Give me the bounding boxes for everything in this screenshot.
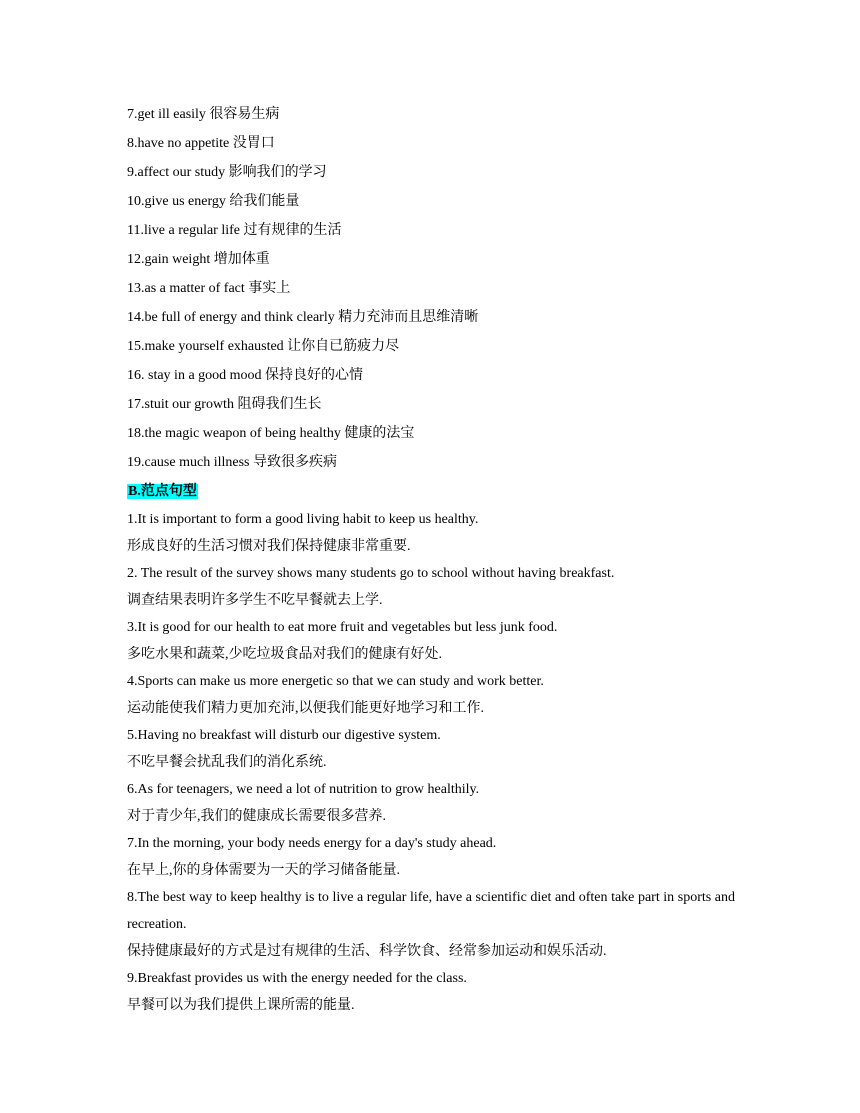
sentence-item <box>127 668 735 722</box>
phrase-item: 7.get ill easily 很容易生病 <box>127 107 280 122</box>
phrase-item: 14.be full of energy and think clearly 精力充沛而且思维清晰 <box>127 310 479 325</box>
sentence-english: 7.In the morning, your body needs energy for a day's study ahead. <box>127 836 497 851</box>
sentence-item <box>127 776 735 830</box>
sentence-chinese: 调查结果表明许多学生不吃早餐就去上学. <box>127 593 383 608</box>
sentence-chinese: 运动能使我们精力更加充沛,以便我们能更好地学习和工作. <box>127 701 484 716</box>
document-content <box>127 100 735 1019</box>
section-heading: B.范点句型 <box>128 484 197 499</box>
sentence-item <box>127 614 735 668</box>
sentence-chinese: 多吃水果和蔬菜,少吃垃圾食品对我们的健康有好处. <box>127 647 442 662</box>
sentence-chinese: 形成良好的生活习惯对我们保持健康非常重要. <box>127 539 411 554</box>
phrase-item: 16. stay in a good mood 保持良好的心情 <box>127 368 364 383</box>
sentence-list <box>127 506 735 1019</box>
phrase-item: 12.gain weight 增加体重 <box>127 252 270 267</box>
sentence-english: 1.It is important to form a good living habit to keep us healthy. <box>127 512 479 527</box>
sentence-english: 9.Breakfast provides us with the energy needed for the class. <box>127 971 467 986</box>
sentence-chinese: 早餐可以为我们提供上课所需的能量. <box>127 998 355 1013</box>
phrase-item: 11.live a regular life 过有规律的生活 <box>127 223 342 238</box>
sentence-item <box>127 722 735 776</box>
phrase-item: 8.have no appetite 没胃口 <box>127 136 275 151</box>
sentence-chinese: 对于青少年,我们的健康成长需要很多营养. <box>127 809 386 824</box>
phrase-item: 19.cause much illness 导致很多疾病 <box>127 455 337 470</box>
phrase-item: 9.affect our study 影响我们的学习 <box>127 165 327 180</box>
phrase-item: 13.as a matter of fact 事实上 <box>127 281 291 296</box>
sentence-chinese: 在早上,你的身体需要为一天的学习储备能量. <box>127 863 400 878</box>
sentence-english: 4.Sports can make us more energetic so that we can study and work better. <box>127 674 544 689</box>
sentence-item <box>127 884 735 965</box>
sentence-english: 5.Having no breakfast will disturb our digestive system. <box>127 728 441 743</box>
sentence-chinese: 保持健康最好的方式是过有规律的生活、科学饮食、经常参加运动和娱乐活动. <box>127 944 607 959</box>
phrase-list <box>127 100 735 477</box>
sentence-item <box>127 506 735 560</box>
sentence-english: 8.The best way to keep healthy is to live a regular life, have a scientific diet and often take part in sports and recreation. <box>127 890 735 932</box>
sentence-english: 6.As for teenagers, we need a lot of nutrition to grow healthily. <box>127 782 480 797</box>
phrase-item: 18.the magic weapon of being healthy 健康的法宝 <box>127 426 415 441</box>
sentence-item <box>127 965 735 1019</box>
sentence-chinese: 不吃早餐会扰乱我们的消化系统. <box>127 755 327 770</box>
phrase-item: 10.give us energy 给我们能量 <box>127 194 300 209</box>
section-heading-line <box>127 477 735 506</box>
sentence-english: 2. The result of the survey shows many students go to school without having breakfast. <box>127 566 615 581</box>
sentence-english: 3.It is good for our health to eat more fruit and vegetables but less junk food. <box>127 620 558 635</box>
sentence-item <box>127 560 735 614</box>
phrase-item: 15.make yourself exhausted 让你自已筋疲力尽 <box>127 339 400 354</box>
phrase-item: 17.stuit our growth 阻碍我们生长 <box>127 397 322 412</box>
sentence-item <box>127 830 735 884</box>
